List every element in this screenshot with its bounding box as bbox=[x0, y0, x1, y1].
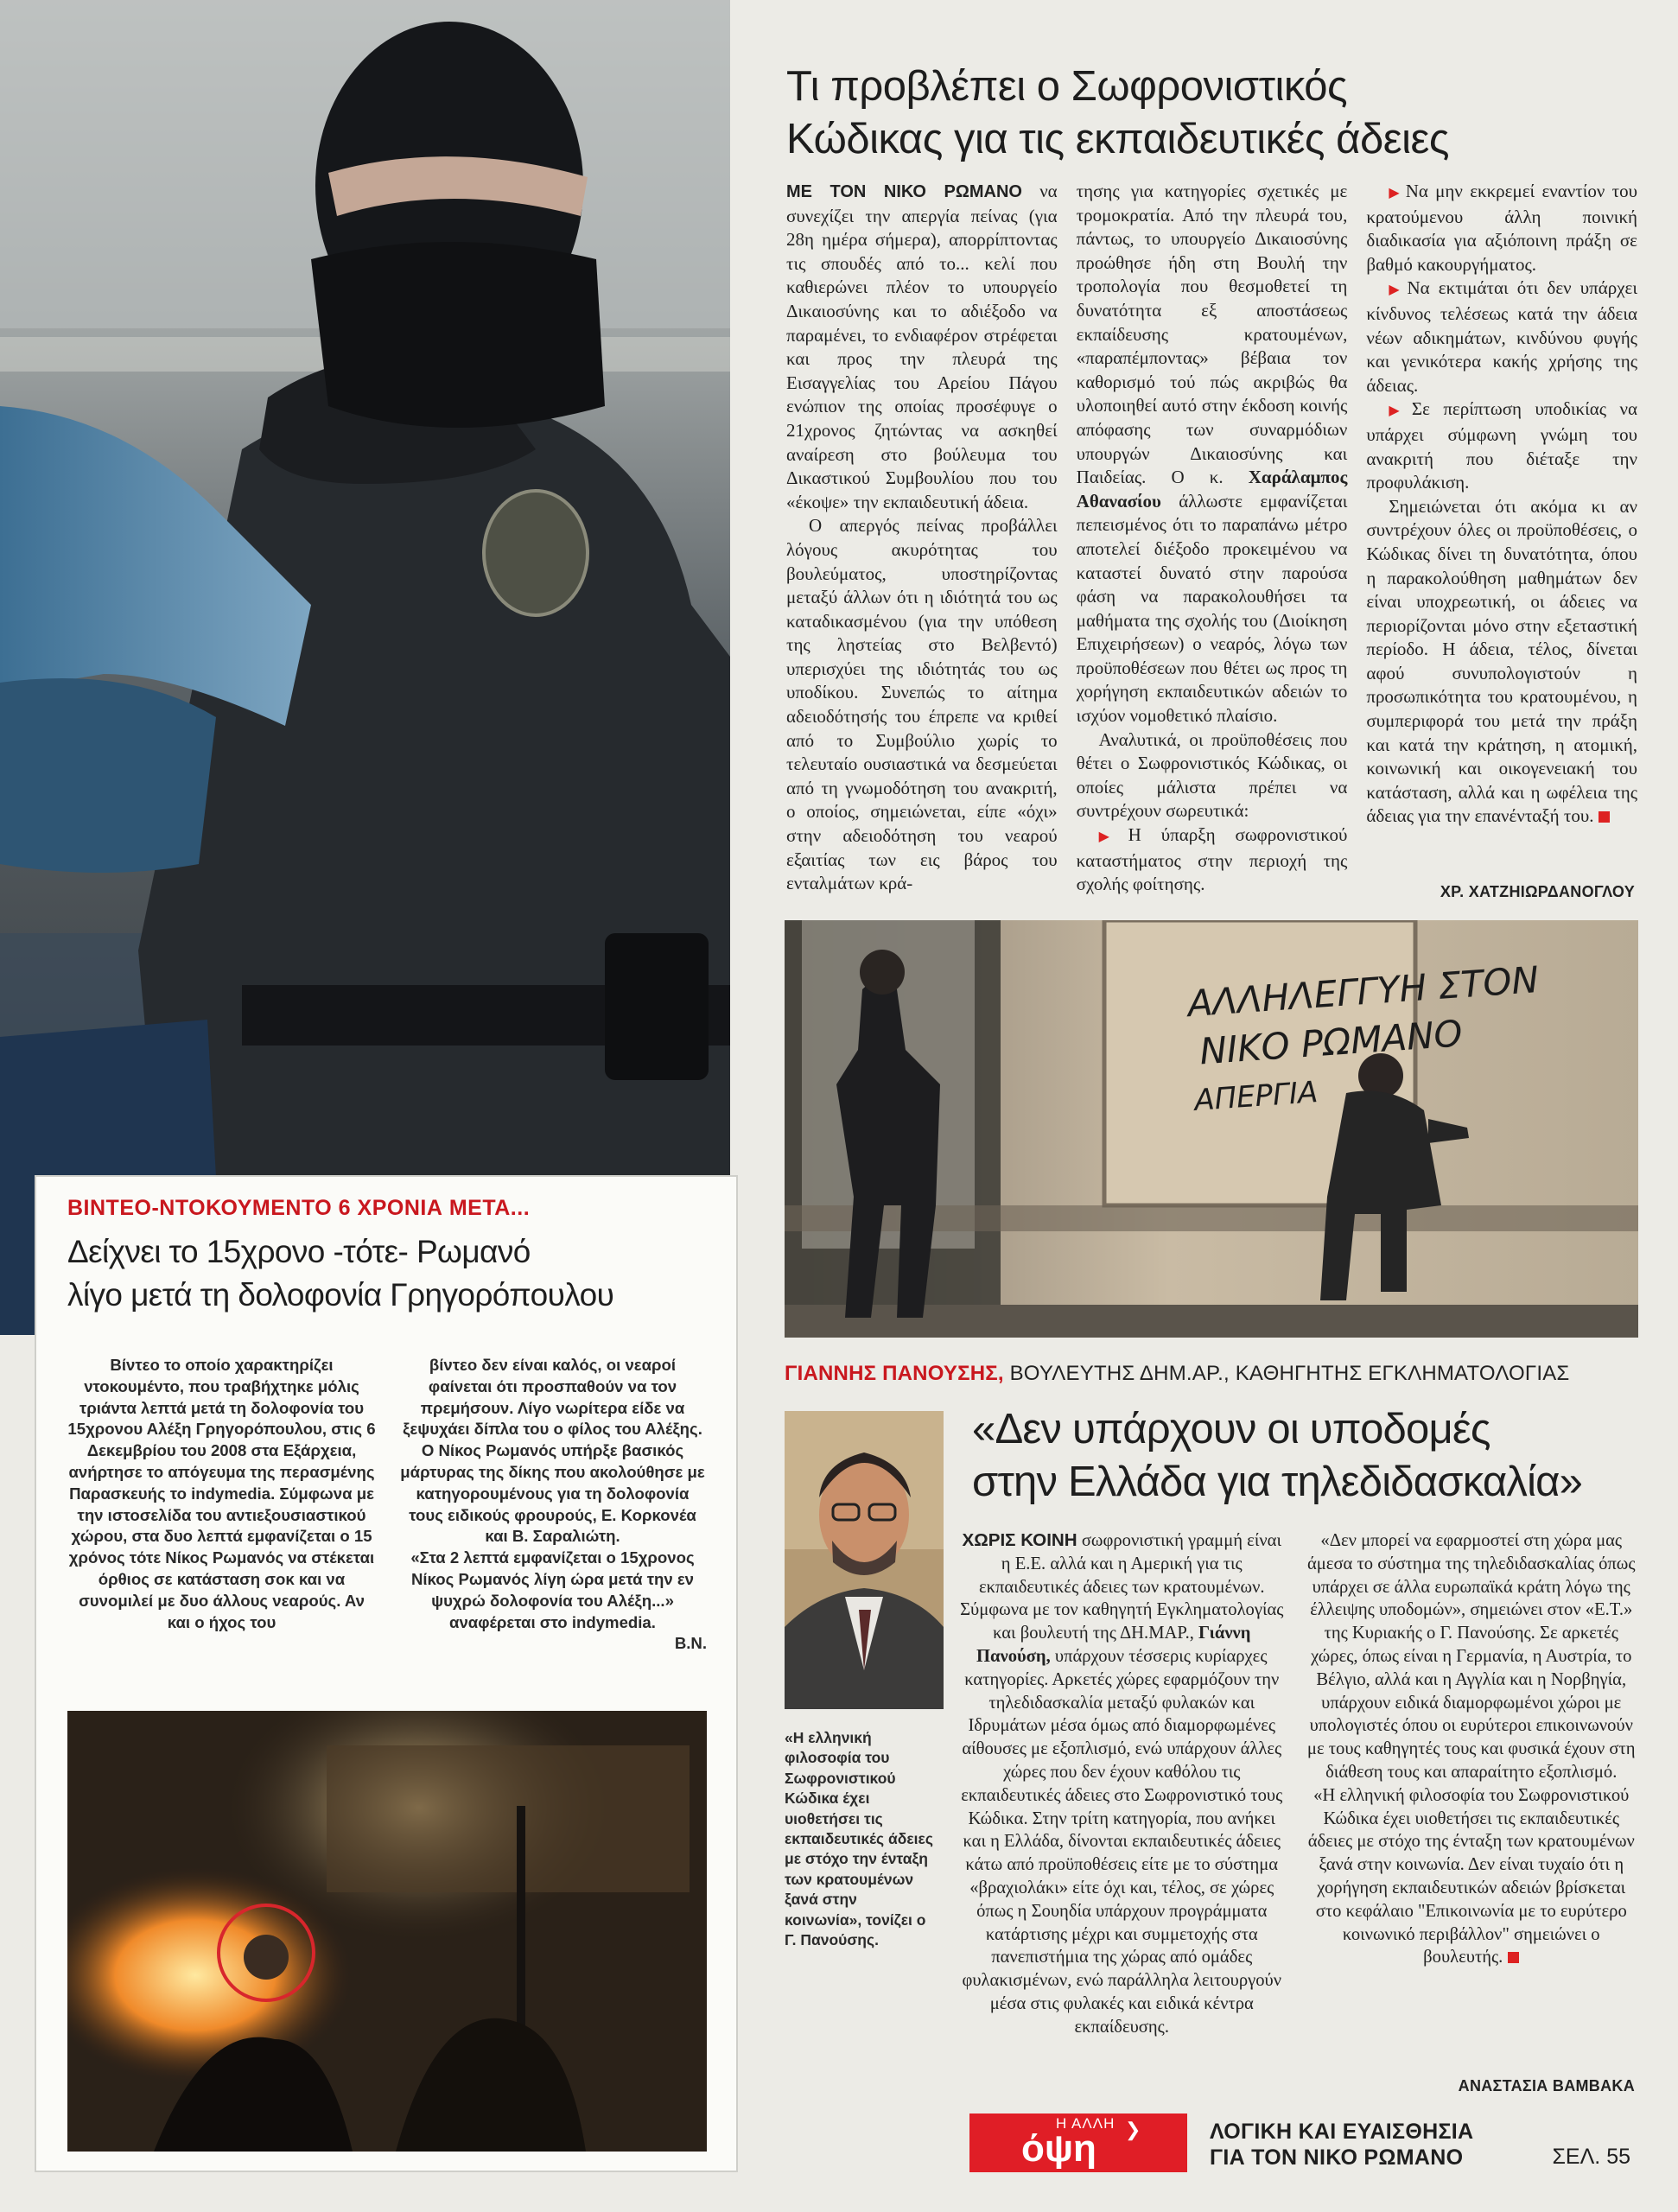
footer-title-line1: ΛΟΓΙΚΗ ΚΑΙ ΕΥΑΙΣΘΗΣΙΑ bbox=[1210, 2120, 1474, 2144]
end-mark-icon bbox=[1599, 811, 1610, 823]
main-article bbox=[786, 60, 1637, 925]
interview-col2: «Δεν μπορεί να εφαρμοστεί στη χώρα μας άμεσα το σύστημα της τηλεδιδασκαλίας όπως υπάρχει σε άλλα ευρωπαϊκά κράτη λόγω της έλλειψης υποδομών», σημειώνει στον «Ε.Τ.» της Κυριακής ο Γ. Πανούσης. Σε αρκετές χώρες, όπως είναι η Γερμανία, η Αυστρία, το Βέλγιο, αλλά και η Αγγλία και η Νορβηγία, υπάρχουν ειδικά διαμορφωμένοι χώροι με υπολογιστές όπου οι ευρύτεροι επικοινωνούν με τους καθηγητές τους και φυσικά έχουν στη διάθεση τους και απαραίτητο εξοπλισμό. «Η ελληνική φιλοσοφία του Σωφρονιστικού Κώδικα έχει υιοθετήσει τις εκπαιδευτικές άδειες με στόχο της ένταξη των κρατουμένων ξανά στην κοινωνία. Δεν είναι τυχαίο ότι η χορήγηση εκπαιδευτικών αδειών βρίσκεται στο κεφάλαιο "Επικοινωνία με το ευρύτερο κοινωνικό περιβάλλον" σημειώνει ο βουλευτής. bbox=[1306, 1531, 1636, 1967]
interview-headline-line1: «Δεν υπάρχουν οι υποδομές bbox=[972, 1406, 1490, 1452]
video-document-box bbox=[35, 1175, 738, 2172]
page-number: ΣΕΛ. 55 bbox=[1552, 2145, 1630, 2169]
main-headline-line2: Κώδικας για τις εκπαιδευτικές άδειες bbox=[786, 116, 1449, 162]
video-headline bbox=[67, 1230, 724, 1317]
panousis-name: Γιάννη Πανούση, bbox=[976, 1624, 1251, 1666]
end-mark-icon bbox=[1508, 1952, 1519, 1963]
main-byline: ΧΡ. ΧΑΤΖΗΙΩΡΔΑΝΟΓΛΟΥ bbox=[1440, 883, 1635, 900]
bullet-marker: ▶ bbox=[1098, 830, 1125, 845]
video-col1: Βίντεο το οποίο χαρακτηρίζει ντοκουμέντο, που τραβήχτηκε μόλις τριάντα λεπτά μετά τη δολοφονία του 15χρονου Αλέξη Γρηγορόπουλου, στις 6 Δεκεμβρίου του 2008 στα Εξάρχεια, ανήρτησε το απόγευμα της περασμένης Παρασκευής το indymedia. Σύμφωνα με την ιστοσελίδα του αντιεξουσιαστικού χώρου, στα δυο λεπτά εμφανίζεται ο 15 χρόνος τότε Νίκος Ρωμανός να στέκεται όρθιος σε κατάσταση σοκ και να συνομιλεί με δυο άλλους νεαρούς. Αν και ο ήχος του bbox=[67, 1356, 376, 1631]
main-col3-bullet2: ▶ Να μην εκκρεμεί εναντίον του κρατούμενου άλλη ποινική διαδικασία για αξιόποινη πράξη σε βαθμό κακουργήματος. bbox=[1366, 181, 1638, 275]
main-article-columns bbox=[786, 180, 1637, 897]
athanasiou-name: Χαράλαμπος Αθανασίου bbox=[1076, 467, 1348, 512]
main-col2-bullet1: ▶ Η ύπαρξη σωφρονιστικού καταστήματος στην περιοχή της σχολής φοίτησης. bbox=[1076, 824, 1348, 895]
panousis-portrait bbox=[785, 1411, 944, 1709]
video-headline-line2: λίγο μετά τη δολοφονία Γρηγορόπουλου bbox=[67, 1277, 614, 1313]
bullet-marker: ▶ bbox=[1389, 186, 1402, 200]
main-column-2 bbox=[1077, 180, 1348, 897]
alli-opsi-logo bbox=[969, 2113, 1187, 2172]
video-kicker: ΒΙΝΤΕΟ-ΝΤΟΚΟΥΜΕΝΤΟ 6 ΧΡΟΝΙΑ ΜΕΤΑ... bbox=[67, 1196, 531, 1220]
main-col2-para2: Αναλυτικά, οι προϋποθέσεις που θέτει ο Σωφρονιστικός Κώδικας, οι οποίες μάλιστα πρέπει να συντρέχουν σωρευτικά: bbox=[1076, 728, 1348, 822]
main-column-3 bbox=[1366, 180, 1637, 897]
interview-columns bbox=[957, 1529, 1636, 2039]
main-col3-bullet3: ▶ Να εκτιμάται ότι δεν υπάρχει κίνδυνος τελέσεως κατά την άδεια νέων αδικημάτων, κινδύνου φυγής και γενικότερα κακής χρήσης της άδειας. bbox=[1366, 277, 1638, 396]
logo-small-text: Η ΑΛΛΗ bbox=[1056, 2115, 1115, 2132]
video-col2: βίντεο δεν είναι καλός, οι νεαροί φαίνεται ότι προσπαθούν να τον πρεμήσουν. Λίγο νωρίτερα είδε να ξεψυχάει δίπλα του ο φίλος του Αλέξης. Ο Νίκος Ρωμανός υπήρξε βασικός μάρτυρας της δίκης που ακολούθησε με κατηγορουμένους για τη δολοφονία τους ειδικούς φρουρούς, Ε. Κορκονέα και Β. Σαραλιώτη. «Στα 2 λεπτά εμφανίζεται ο 15χρονος Νίκος Ρωμανός λίγη ώρα μετά την εν ψυχρώ δολοφονία του Αλέξη...» αναφέρεται στο indymedia. Β.Ν. bbox=[398, 1355, 707, 1655]
main-col3-para: Σημειώνεται ότι ακόμα κι αν συντρέχουν όλες οι προϋποθέσεις, ο Κώδικας δίνει τη δυνατότητα, όπου η παρακολούθηση μαθημάτων δεν είναι υποχρεωτική, οι άδειες να περιορίζονται μόνο στην εξεταστική περίοδο. Η άδεια, τέλος, δίνεται αφού συνυπολογιστούν η προσωπικότητα του κρατουμένου, η συμπεριφορά του μετά την πράξη και κατά την κράτηση, η ατομική, κοινωνική και οικογενειακή του κατάσταση, αλλά και η ωφέλεια της άδειας για την επανένταξή του. bbox=[1366, 495, 1638, 827]
main-headline-line1: Τι προβλέπει ο Σωφρονιστικός bbox=[786, 63, 1348, 110]
graffiti-line2: ΝΙΚΟ ΡΩΜΑΝΟ bbox=[1198, 1012, 1465, 1073]
footer-section-title bbox=[1210, 2119, 1473, 2171]
main-col1-para2: Ο απεργός πείνας προβάλλει λόγους ακυρότητας του βουλεύματος, υποστηρίζοντας μεταξύ άλλων ότι η ιδιότητά του ως καταδικασμένου (για την υπόθεση της ληστείας στο Βελβεντό) υπερισχύει της ιδιότητάς του ως υποδίκου. Συνεπώς το αίτημα αδειοδότησής του έπρεπε να κριθεί από το Συμβούλιο χωρίς το τελευταίο ουσιαστικά να δεσμεύεται από τη γνωμοδότηση του ανακριτή, ο οποίος, σημειώνεται, είπε «όχι» στην αδειοδότηση του νεαρού εξαιτίας των εις βάρος του ενταλμάτων κρά- bbox=[786, 515, 1058, 894]
police-arrest-photo bbox=[0, 0, 730, 1335]
interview-byline: ΑΝΑΣΤΑΣΙΑ ΒΑΜΒΑΚΑ bbox=[1458, 2077, 1635, 2094]
main-headline bbox=[786, 60, 1637, 166]
interview-headline bbox=[972, 1403, 1637, 1509]
video-still-photo bbox=[67, 1711, 707, 2152]
main-col3-bullet4: ▶ Σε περίπτωση υποδικίας να υπάρχει σύμφωνη γνώμη του ανακριτή που διέταξε την προφυλάκιση. bbox=[1366, 398, 1638, 493]
footer-title-line2: ΓΙΑ ΤΟΝ ΝΙΚΟ ΡΩΜΑΝΟ bbox=[1210, 2145, 1464, 2170]
graffiti-line3: ΑΠΕΡΓΙΑ bbox=[1193, 1075, 1319, 1119]
interview-kicker-role: ΒΟΥΛΕΥΤΗΣ ΔΗΜ.ΑΡ., ΚΑΘΗΓΗΤΗΣ ΕΓΚΛΗΜΑΤΟΛΟΓΙΑΣ bbox=[1009, 1362, 1570, 1385]
video-headline-line1: Δείχνει το 15χρονο -τότε- Ρωμανό bbox=[67, 1234, 531, 1269]
interview-pull-quote: «Η ελληνική φιλοσοφία του Σωφρονιστικού Κώδικα έχει υιοθετήσει τις εκπαιδευτικές άδειες με στόχο την ένταξη των κρατουμένων ξανά στην κοινωνία», τονίζει ο Γ. Πανούσης. bbox=[785, 1729, 933, 1949]
graffiti-line1: ΑΛΛΗΛΕΓΓΥΗ ΣΤΟΝ bbox=[1185, 957, 1541, 1026]
video-initials: Β.Ν. bbox=[674, 1634, 707, 1653]
interview-col1: ΧΩΡΙΣ ΚΟΙΝΗ σωφρονιστική γραμμή είναι η Ε.Ε. αλλά και η Αμερική για τις εκπαιδευτικές άδειες των κρατουμένων. Σύμφωνα με τον καθηγητή Εγκληματολογίας και βουλευτή της ΔΗ.ΜΑΡ., Γιάννη Πανούση, υπάρχουν τέσσερις κυρίαρχες κατηγορίες. Αρκετές χώρες εφαρμόζουν την τηλεδιδασκαλία μεταξύ φυλακών και Ιδρυμάτων μέσα όμως από διαμορφωμένες αίθουσες με εξοπλισμό, ενώ υπάρχουν άλλες χώρες που δεν έχουν καθόλου τις εκπαιδευτικές άδειες στο Σωφρονιστικό τους Κώδικα. Στην τρίτη κατηγορία, που ανήκει και η Ελλάδα, δίνονται εκπαιδευτικές άδειες κάτω από προϋποθέσεις είτε με το σύστημα «βραχιολάκι» είτε όχι και, τέλος, σε χώρες όπως η Σουηδία υπάρχουν προγράμματα κατάρτισης μέχρι και συμμετοχής στα πανεπιστήμια της χώρας από ομάδες φυλακισμένων, ενώ παράλληλα λειτουργούν μέσα στις φυλακές και ειδικά κέντρα εκπαίδευσης. bbox=[960, 1530, 1284, 2037]
bullet-marker: ▶ bbox=[1389, 404, 1408, 419]
graffiti-text bbox=[1186, 956, 1548, 1125]
main-lead-in: ΜΕ ΤΟΝ ΝΙΚΟ ΡΩΜΑΝΟ bbox=[786, 182, 1022, 201]
interview-kicker-name: ΓΙΑΝΝΗΣ ΠΑΝΟΥΣΗΣ, bbox=[785, 1362, 1004, 1385]
interview-lead-in: ΧΩΡΙΣ ΚΟΙΝΗ bbox=[962, 1530, 1077, 1550]
main-col2-para1: τησης για κατηγορίες σχετικές με τρομοκρατία. Από την πλευρά του, πάντως, το υπουργείο Δικαιοσύνης προώθησε ήδη στη Βουλή την τροπολογία που θεσμοθετεί τη δυνατότητα εξ αποστάσεως εκπαίδευσης κρατουμένων, «παραπέμποντας» βέβαια τον καθορισμό τού πώς ακριβώς θα υλοποιηθεί αυτό στην έκδοση κοινής απόφασης των συναρμόδιων υπουργών Δικαιοσύνης και Παιδείας. Ο κ. Χαράλαμπος Αθανασίου άλλωστε εμφανίζεται πεπεισμένος ότι το παραπάνω μέτρο αποτελεί διέξοδο προκειμένου να καταστεί δυνατό στην παρούσα φάση να παρακολουθήσει τα μαθήματα της σχολής του (Διοίκηση Επιχειρήσεων) ο νεαρός, λόγω των προϋποθέσεων που θέτει ως προς τη χορήγηση εκπαιδευτικών αδειών το ισχύον νομοθετικό πλαίσιο. bbox=[1076, 181, 1348, 727]
video-columns bbox=[67, 1355, 707, 1655]
interview-headline-line2: στην Ελλάδα για τηλεδιδασκαλία» bbox=[972, 1459, 1583, 1505]
bullet-marker: ▶ bbox=[1389, 283, 1404, 298]
logo-arrow-icon: ❯ bbox=[1125, 2119, 1141, 2140]
main-col1-para1: ΜΕ ΤΟΝ ΝΙΚΟ ΡΩΜΑΝΟ να συνεχίζει την απεργία πείνας (για 28η ημέρα σήμερα), απορρίπτοντας τις σπουδές από το... κελί που καθιερώνει πλέον το υπουργείο Δικαιοσύνης και το αδιέξοδο να παραμένει, το ενδιαφέρον στρέφεται και προς την πλευρά της Εισαγγελίας του Αρείου Πάγου ενώπιον της οποίας προσέφυγε ο 21χρονος ζητώντας να ασκηθεί αναίρεση στο βούλευμα του Δικαστικού Συμβουλίου που του «έκοψε» την εκπαιδευτική άδεια. bbox=[786, 181, 1058, 512]
logo-big-text: όψη bbox=[1021, 2127, 1096, 2170]
graffiti-photo bbox=[785, 920, 1638, 1338]
interview-kicker bbox=[785, 1362, 1569, 1386]
main-column-1 bbox=[786, 180, 1058, 897]
